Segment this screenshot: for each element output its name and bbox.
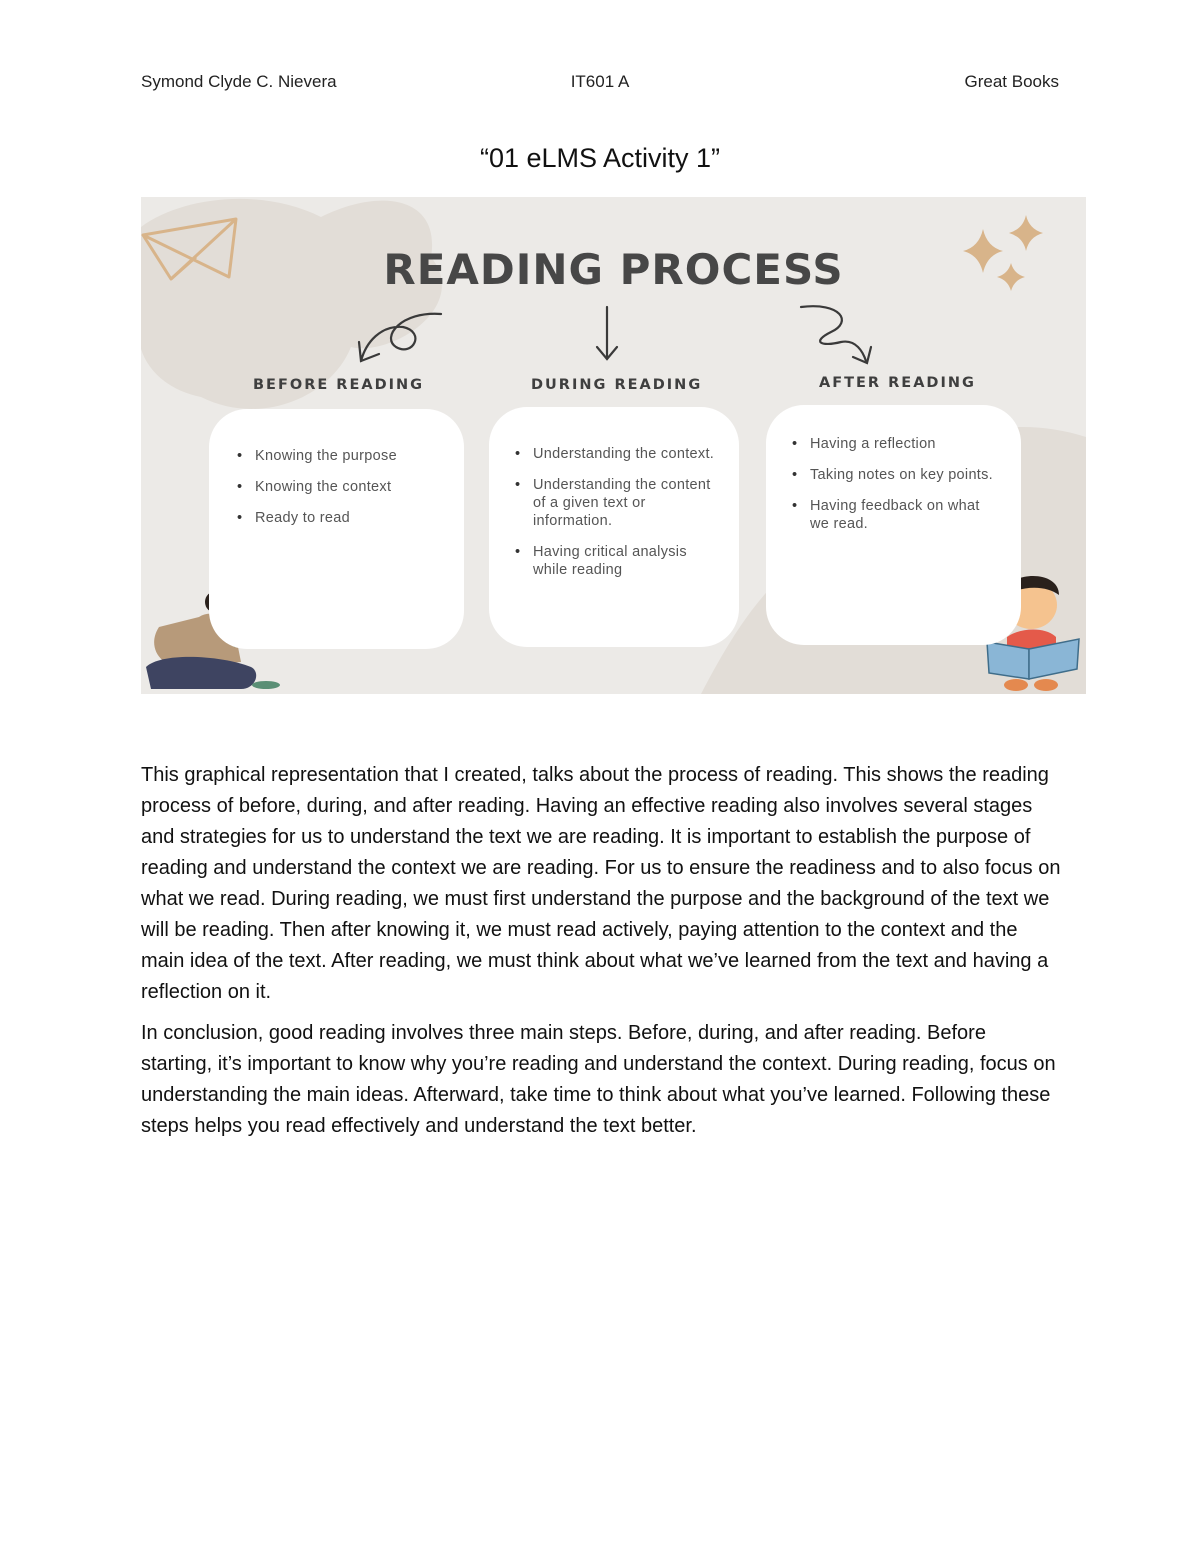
list-item: • Knowing the purpose: [233, 447, 450, 465]
stage-label-during: DURING READING: [531, 377, 703, 393]
page-header: [141, 72, 1059, 96]
arrow-icons: [359, 306, 871, 363]
stage-label-before: BEFORE READING: [253, 377, 425, 393]
list-item: • Understanding the context.: [511, 445, 715, 463]
body-paragraph: In conclusion, good reading involves three main steps. Before, during, and after reading. Before starting, it’s important to know why you’re reading and understand the context. During reading, focus on understanding the main ideas. Afterward, take time to think about what you’ve learned. Following these steps helps you read effectively and understand the text better.: [141, 1022, 1056, 1137]
list-item: • Taking notes on key points.: [788, 466, 997, 484]
course-name: Great Books: [964, 72, 1059, 91]
stage-card-before: [209, 409, 464, 649]
list-item: • Knowing the context: [233, 478, 450, 496]
course-section: IT601 A: [570, 72, 630, 91]
stage-label-after: AFTER READING: [819, 375, 976, 391]
list-item: • Ready to read: [233, 509, 450, 527]
list-item: • Having feedback on what we read.: [788, 497, 997, 533]
document-title: “01 eLMS Activity 1”: [479, 143, 721, 173]
stage-card-after: [766, 405, 1021, 645]
author-name: Symond Clyde C. Nievera: [141, 72, 337, 91]
stage-list-before: [209, 409, 464, 527]
list-item: • Understanding the content of a given text or information.: [511, 476, 715, 530]
reading-process-infographic: [141, 197, 1086, 694]
stage-card-during: [489, 407, 739, 647]
document-body: [141, 760, 1061, 1152]
infographic-title: READING PROCESS: [383, 245, 844, 294]
stage-list-during: [489, 407, 739, 579]
body-paragraph: This graphical representation that I created, talks about the process of reading. This shows the reading process of before, during, and after reading. Having an effective reading also involves several stages and strategies for us to understand the text we are reading. It is important to establish the purpose of reading and understand the context we are reading. For us to ensure the readiness and to also focus on what we read. During reading, we must first understand the purpose and the background of the text we will be reading. Then after knowing it, we must read actively, paying attention to the context and the main idea of the text. After reading, we must think about what we’ve learned from the text and having a reflection on it.: [141, 764, 1061, 1003]
stage-list-after: [766, 405, 1021, 533]
list-item: • Having critical analysis while reading: [511, 543, 715, 579]
list-item: • Having a reflection: [788, 435, 997, 453]
